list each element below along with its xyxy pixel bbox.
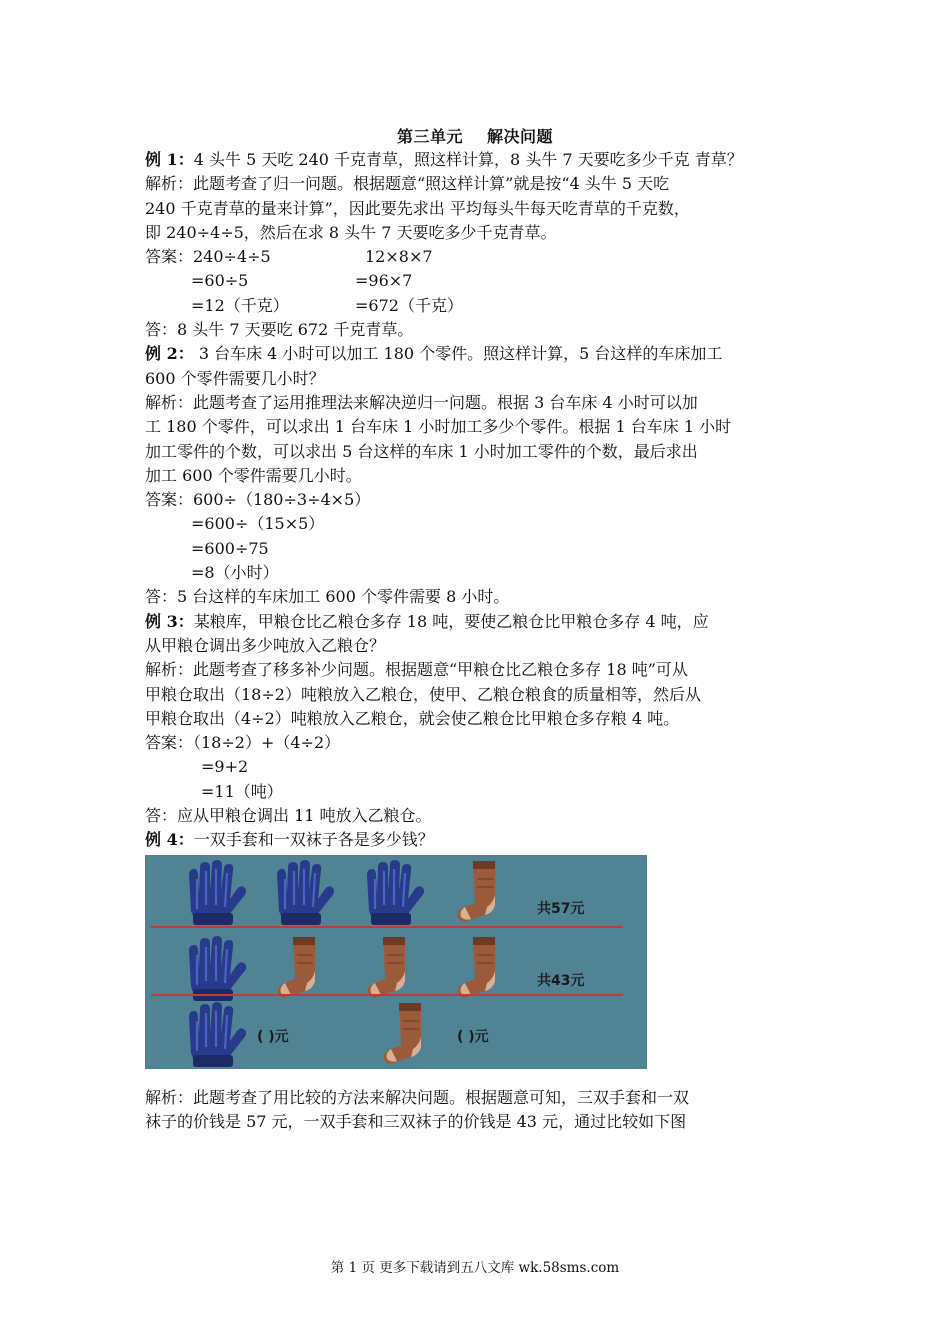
ex3-analysis-line: 甲粮仓取出（4÷2）吨粮放入乙粮仓，就会使乙粮仓比甲粮仓多存粮 4 吨。 bbox=[145, 708, 680, 728]
ex1-label: 例 1： bbox=[145, 150, 194, 169]
unit-title: 第三单元 bbox=[396, 127, 463, 146]
ex2-label: 例 2： bbox=[145, 344, 194, 364]
ex2-calc-line: =600÷75 bbox=[191, 538, 269, 558]
ex2-analysis-line: 加工 600 个零件需要几小时。 bbox=[145, 465, 362, 485]
ex2-calc-line: =8（小时） bbox=[191, 563, 279, 583]
ex4-label: 例 4： bbox=[145, 830, 194, 850]
ex1-analysis-line: 解析：此题考查了归一问题。根据题意“照这样计算”就是按“4 头牛 5 天吃 bbox=[145, 174, 670, 194]
ex3-conclusion: 答：应从甲粮仓调出 11 吨放入乙粮仓。 bbox=[145, 806, 432, 826]
ex1-conclusion: 答：8 头牛 7 天要吃 672 千克青草。 bbox=[145, 320, 414, 340]
ex3-question-line: 从甲粮仓调出多少吨放入乙粮仓？ bbox=[145, 635, 386, 655]
ex1-calc-line bbox=[145, 294, 815, 318]
sock-price-blank: ( )元 bbox=[457, 1028, 489, 1045]
ex2-calc-line: =600÷（15×5） bbox=[191, 514, 325, 534]
page-title bbox=[0, 124, 950, 147]
ex4-analysis-line: 解析：此题考查了用比较的方法来解决问题。根据题意可知，三双手套和一双 bbox=[145, 1087, 690, 1107]
ex1-calc-left: =12（千克） bbox=[191, 295, 289, 315]
ex3-calc-line: =11（吨） bbox=[201, 781, 283, 801]
gloves-socks-figure bbox=[145, 855, 647, 1069]
ex3-label: 例 3： bbox=[145, 611, 194, 631]
ex1-calc-right: =672（千克） bbox=[355, 295, 463, 315]
page-footer: 第 1 页 更多下载请到五八文库 wk.58sms.com bbox=[330, 1260, 620, 1276]
ex3-question bbox=[145, 610, 815, 634]
ex3-calc-line: =9+2 bbox=[201, 757, 249, 777]
ex2-analysis-line: 解析：此题考查了运用推理法来解决逆归一问题。根据 3 台车床 4 小时可以加 bbox=[145, 392, 698, 412]
ex3-analysis-line: 甲粮仓取出（18÷2）吨粮放入乙粮仓，使甲、乙粮仓粮食的质量相等，然后从 bbox=[145, 684, 701, 704]
ex4-analysis-line: 袜子的价钱是 57 元，一双手套和三双袜子的价钱是 43 元，通过比较如下图 bbox=[145, 1112, 687, 1132]
topic-title: 解决问题 bbox=[487, 127, 554, 146]
ex1-calc-line bbox=[145, 245, 815, 269]
ex2-question bbox=[145, 342, 815, 366]
ex1-calc-left: =60÷5 bbox=[191, 271, 249, 291]
ex2-analysis-line: 工 180 个零件，可以求出 1 台车床 1 小时加工多少个零件。根据 1 台车床 1 小时 bbox=[145, 417, 732, 437]
ex1-calc-line bbox=[145, 269, 815, 293]
main-content bbox=[145, 148, 815, 1135]
ex2-question-line: 600 个零件需要几小时？ bbox=[145, 368, 325, 388]
ex3-question-text: 某粮库，甲粮仓比乙粮仓多存 18 吨，要使乙粮仓比甲粮仓多存 4 吨，应 bbox=[193, 611, 709, 631]
ex4-question bbox=[145, 828, 815, 852]
ex2-analysis-line: 加工零件的个数，可以求出 5 台这样的车床 1 小时加工零件的个数，最后求出 bbox=[145, 441, 698, 461]
ex1-analysis-line: 240 千克青草的量来计算”，因此要先求出 平均每头牛每天吃青草的千克数， bbox=[145, 198, 690, 218]
ex1-calc-left: 答案：240÷4÷5 bbox=[145, 247, 271, 267]
ex4-question-text: 一双手套和一双袜子各是多少钱？ bbox=[193, 830, 434, 850]
ex3-calc-line: 答案：（18÷2）+（4÷2） bbox=[145, 733, 341, 753]
ex1-calc-right: 12×8×7 bbox=[365, 247, 433, 267]
glove-price-blank: ( )元 bbox=[257, 1028, 289, 1045]
ex2-calc-line: 答案：600÷（180÷3÷4×5） bbox=[145, 490, 371, 510]
ex1-question-text: 4 头牛 5 天吃 240 千克青草，照这样计算，8 头牛 7 天要吃多少千克 青草？ bbox=[193, 150, 743, 169]
row2-total-label: 共43元 bbox=[537, 972, 585, 989]
ex1-question bbox=[145, 148, 815, 172]
ex2-conclusion: 答：5 台这样的车床加工 600 个零件需要 8 小时。 bbox=[145, 587, 510, 607]
ex2-question-text: 3 台车床 4 小时可以加工 180 个零件。照这样计算，5 台这样的车床加工 bbox=[198, 344, 723, 364]
ex1-calc-right: =96×7 bbox=[355, 271, 413, 291]
ex3-analysis-line: 解析：此题考查了移多补少问题。根据题意“甲粮仓比乙粮仓多存 18 吨”可从 bbox=[145, 660, 688, 680]
ex1-analysis-line: 即 240÷4÷5，然后在求 8 头牛 7 天要吃多少千克青草。 bbox=[145, 222, 557, 242]
row1-total-label: 共57元 bbox=[537, 900, 585, 917]
